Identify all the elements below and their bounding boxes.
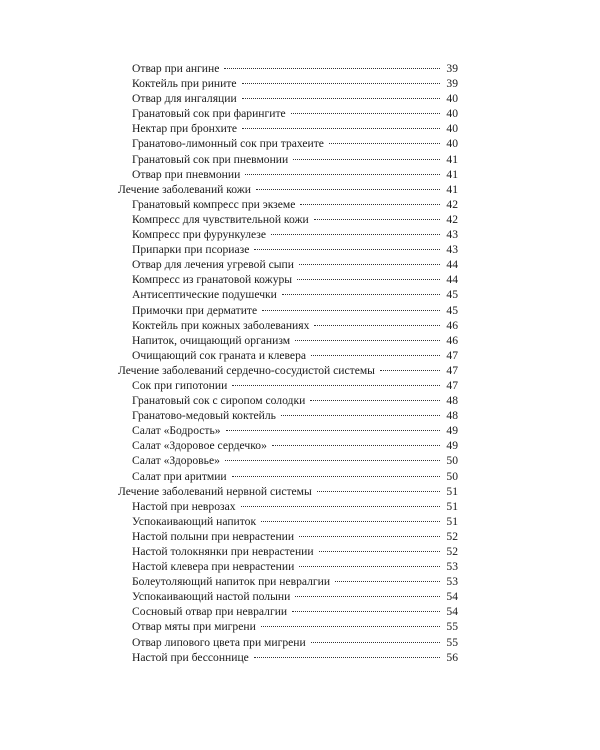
toc-entry-page-number: 52 bbox=[446, 545, 458, 558]
toc-dot-leader bbox=[295, 340, 440, 341]
toc-entry-page-number: 47 bbox=[446, 348, 458, 362]
toc-entry bbox=[118, 303, 458, 318]
toc-dot-leader bbox=[232, 385, 440, 386]
toc-entry-page-number: 44 bbox=[446, 258, 458, 272]
toc-entry-page-number: 44 bbox=[446, 273, 458, 287]
toc-entry-page-number: 49 bbox=[446, 439, 458, 453]
toc-entry-page-number: 40 bbox=[446, 137, 458, 151]
toc-entry-title: Гранатовый сок с сиропом солодки bbox=[132, 394, 306, 408]
toc-entry bbox=[118, 499, 458, 514]
toc-entry-title: Салат «Здоровое сердечко» bbox=[132, 439, 267, 453]
toc-entry-title: Отвар для лечения угревой сыпи bbox=[132, 258, 294, 272]
toc-dot-leader bbox=[224, 68, 440, 69]
toc-section-entry bbox=[118, 182, 458, 197]
toc-entry bbox=[118, 272, 458, 287]
toc-entry-title: Настой полыни при неврастении bbox=[132, 529, 295, 543]
toc-entry-title: Гранатовый сок при пневмонии bbox=[132, 152, 289, 166]
toc-dot-leader bbox=[314, 219, 440, 220]
toc-entry-title: Лечение заболеваний нервной системы bbox=[118, 484, 312, 498]
toc-dot-leader bbox=[245, 174, 440, 175]
toc-dot-leader bbox=[310, 400, 440, 401]
toc-entry bbox=[118, 378, 458, 393]
toc-entry-page-number: 42 bbox=[446, 212, 458, 226]
toc-entry-title: Настой толокнянки при неврастении bbox=[132, 545, 314, 558]
toc-entry-title: Салат при аритмии bbox=[132, 469, 227, 483]
toc-entry bbox=[118, 514, 458, 529]
toc-dot-leader bbox=[299, 264, 440, 265]
toc-entry-page-number: 54 bbox=[446, 605, 458, 619]
toc-entry-title: Отвар при пневмонии bbox=[132, 167, 241, 181]
toc-entry-title: Коктейль при кожных заболеваниях bbox=[132, 318, 310, 332]
toc-entry-page-number: 45 bbox=[446, 303, 458, 317]
toc-entry-page-number: 45 bbox=[446, 288, 458, 302]
toc-entry-title: Гранатово-медовый коктейль bbox=[132, 409, 276, 423]
toc-entry-title: Лечение заболеваний сердечно-сосудистой системы bbox=[118, 363, 375, 377]
toc-entry-title: Салат «Бодрость» bbox=[132, 424, 221, 438]
toc-entry-page-number: 47 bbox=[446, 363, 458, 377]
toc-entry-title: Антисептические подушечки bbox=[132, 288, 277, 302]
toc-entry-page-number: 50 bbox=[446, 469, 458, 483]
toc-entry bbox=[118, 423, 458, 438]
toc-entry-page-number: 55 bbox=[446, 635, 458, 649]
toc-dot-leader bbox=[319, 551, 440, 552]
toc-entry-title: Успокаивающий настой полыни bbox=[132, 590, 291, 604]
toc-entry bbox=[118, 167, 458, 182]
toc-entry-title: Коктейль при рините bbox=[132, 77, 237, 91]
toc-dot-leader bbox=[242, 98, 440, 99]
toc-entry-title: Компресс при фурункулезе bbox=[132, 228, 267, 242]
toc-dot-leader bbox=[311, 355, 440, 356]
toc-entry-page-number: 47 bbox=[446, 378, 458, 392]
toc-entry-page-number: 39 bbox=[446, 77, 458, 91]
toc-entry-title: Настой при неврозах bbox=[132, 499, 236, 513]
toc-entry-page-number: 56 bbox=[446, 650, 458, 664]
toc-entry-page-number: 41 bbox=[446, 182, 458, 196]
toc-entry bbox=[118, 619, 458, 634]
toc-entry bbox=[118, 348, 458, 363]
toc-entry-page-number: 53 bbox=[446, 575, 458, 589]
toc-entry bbox=[118, 91, 458, 106]
toc-entry bbox=[118, 152, 458, 167]
toc-entry-title: Лечение заболеваний кожи bbox=[118, 182, 252, 196]
toc-entry-page-number: 48 bbox=[446, 394, 458, 408]
toc-entry-page-number: 51 bbox=[446, 484, 458, 498]
toc-entry bbox=[118, 589, 458, 604]
toc-entry-title: Компресс для чувствительной кожи bbox=[132, 212, 309, 226]
toc-entry bbox=[118, 76, 458, 91]
table-of-contents bbox=[118, 61, 458, 665]
toc-entry bbox=[118, 650, 458, 665]
toc-entry-page-number: 43 bbox=[446, 243, 458, 257]
toc-entry-title: Отвар для ингаляции bbox=[132, 92, 237, 106]
toc-dot-leader bbox=[261, 626, 440, 627]
toc-entry-page-number: 41 bbox=[446, 167, 458, 181]
toc-entry bbox=[118, 393, 458, 408]
toc-dot-leader bbox=[282, 294, 440, 295]
toc-dot-leader bbox=[225, 460, 440, 461]
toc-entry-page-number: 41 bbox=[446, 152, 458, 166]
toc-dot-leader bbox=[317, 491, 440, 492]
toc-dot-leader bbox=[380, 370, 440, 371]
toc-dot-leader bbox=[242, 83, 440, 84]
toc-entry bbox=[118, 453, 458, 468]
toc-entry bbox=[118, 61, 458, 76]
toc-entry bbox=[118, 318, 458, 333]
toc-entry bbox=[118, 136, 458, 151]
toc-entry bbox=[118, 408, 458, 423]
toc-section-entry bbox=[118, 484, 458, 499]
toc-entry bbox=[118, 227, 458, 242]
toc-dot-leader bbox=[335, 581, 440, 582]
toc-entry bbox=[118, 469, 458, 484]
toc-dot-leader bbox=[291, 113, 440, 114]
toc-dot-leader bbox=[262, 310, 440, 311]
toc-entry-title: Отвар липового цвета при мигрени bbox=[132, 635, 306, 649]
toc-entry-page-number: 51 bbox=[446, 499, 458, 513]
toc-entry-title: Гранатово-лимонный сок при трахеите bbox=[132, 137, 324, 151]
toc-entry-page-number: 51 bbox=[446, 514, 458, 528]
toc-entry-title: Настой при бессоннице bbox=[132, 650, 249, 664]
toc-entry-title: Очищающий сок граната и клевера bbox=[132, 348, 307, 362]
toc-entry-page-number: 53 bbox=[446, 560, 458, 574]
toc-section-entry bbox=[118, 363, 458, 378]
toc-entry bbox=[118, 121, 458, 136]
toc-entry bbox=[118, 635, 458, 650]
toc-dot-leader bbox=[311, 642, 440, 643]
toc-entry-title: Припарки при псориазе bbox=[132, 243, 250, 257]
toc-entry-page-number: 40 bbox=[446, 107, 458, 121]
toc-entry-title: Сосновый отвар при невралгии bbox=[132, 605, 288, 619]
toc-entry bbox=[118, 212, 458, 227]
toc-entry-page-number: 40 bbox=[446, 122, 458, 136]
toc-entry bbox=[118, 257, 458, 272]
toc-dot-leader bbox=[254, 657, 440, 658]
toc-dot-leader bbox=[293, 159, 440, 160]
toc-dot-leader bbox=[299, 536, 440, 537]
toc-entry-title: Настой клевера при неврастении bbox=[132, 560, 295, 574]
toc-entry bbox=[118, 438, 458, 453]
toc-entry-page-number: 50 bbox=[446, 454, 458, 468]
toc-entry bbox=[118, 544, 458, 559]
toc-entry-page-number: 46 bbox=[446, 333, 458, 347]
toc-entry-page-number: 54 bbox=[446, 590, 458, 604]
toc-entry-page-number: 43 bbox=[446, 228, 458, 242]
toc-entry bbox=[118, 287, 458, 302]
toc-entry-page-number: 48 bbox=[446, 409, 458, 423]
toc-dot-leader bbox=[271, 234, 440, 235]
toc-entry-title: Салат «Здоровье» bbox=[132, 454, 220, 468]
toc-dot-leader bbox=[300, 204, 440, 205]
toc-dot-leader bbox=[256, 189, 440, 190]
toc-entry-page-number: 49 bbox=[446, 424, 458, 438]
toc-dot-leader bbox=[292, 611, 440, 612]
toc-entry-title: Нектар при бронхите bbox=[132, 122, 238, 136]
toc-dot-leader bbox=[226, 430, 440, 431]
toc-entry-title: Сок при гипотонии bbox=[132, 378, 228, 392]
toc-entry-page-number: 55 bbox=[446, 620, 458, 634]
toc-dot-leader bbox=[272, 445, 440, 446]
toc-dot-leader bbox=[232, 476, 440, 477]
toc-entry-page-number: 52 bbox=[446, 529, 458, 543]
toc-dot-leader bbox=[281, 415, 440, 416]
toc-entry bbox=[118, 197, 458, 212]
toc-dot-leader bbox=[299, 566, 440, 567]
toc-entry-title: Успокаивающий напиток bbox=[132, 514, 257, 528]
toc-entry-title: Отвар мяты при мигрени bbox=[132, 620, 256, 634]
toc-entry bbox=[118, 529, 458, 544]
toc-entry-title: Отвар при ангине bbox=[132, 62, 220, 75]
toc-entry bbox=[118, 333, 458, 348]
toc-dot-leader bbox=[314, 325, 440, 326]
toc-entry-page-number: 40 bbox=[446, 92, 458, 106]
toc-entry-title: Гранатовый компресс при экземе bbox=[132, 197, 296, 211]
toc-entry bbox=[118, 106, 458, 121]
toc-entry-title: Компресс из гранатовой кожуры bbox=[132, 273, 293, 287]
toc-entry bbox=[118, 574, 458, 589]
toc-entry-page-number: 39 bbox=[446, 62, 458, 75]
toc-entry-page-number: 42 bbox=[446, 197, 458, 211]
toc-dot-leader bbox=[242, 128, 440, 129]
toc-dot-leader bbox=[329, 143, 440, 144]
toc-entry-page-number: 46 bbox=[446, 318, 458, 332]
toc-entry bbox=[118, 559, 458, 574]
toc-entry-title: Болеутоляющий напиток при невралгии bbox=[132, 575, 331, 589]
toc-dot-leader bbox=[254, 249, 440, 250]
toc-dot-leader bbox=[241, 506, 440, 507]
toc-dot-leader bbox=[297, 279, 440, 280]
toc-dot-leader bbox=[295, 596, 440, 597]
toc-entry bbox=[118, 604, 458, 619]
toc-entry-title: Напиток, очищающий организм bbox=[132, 333, 291, 347]
toc-entry-title: Гранатовый сок при фарингите bbox=[132, 107, 286, 121]
toc-entry bbox=[118, 242, 458, 257]
toc-entry-title: Примочки при дерматите bbox=[132, 303, 258, 317]
toc-dot-leader bbox=[261, 521, 440, 522]
